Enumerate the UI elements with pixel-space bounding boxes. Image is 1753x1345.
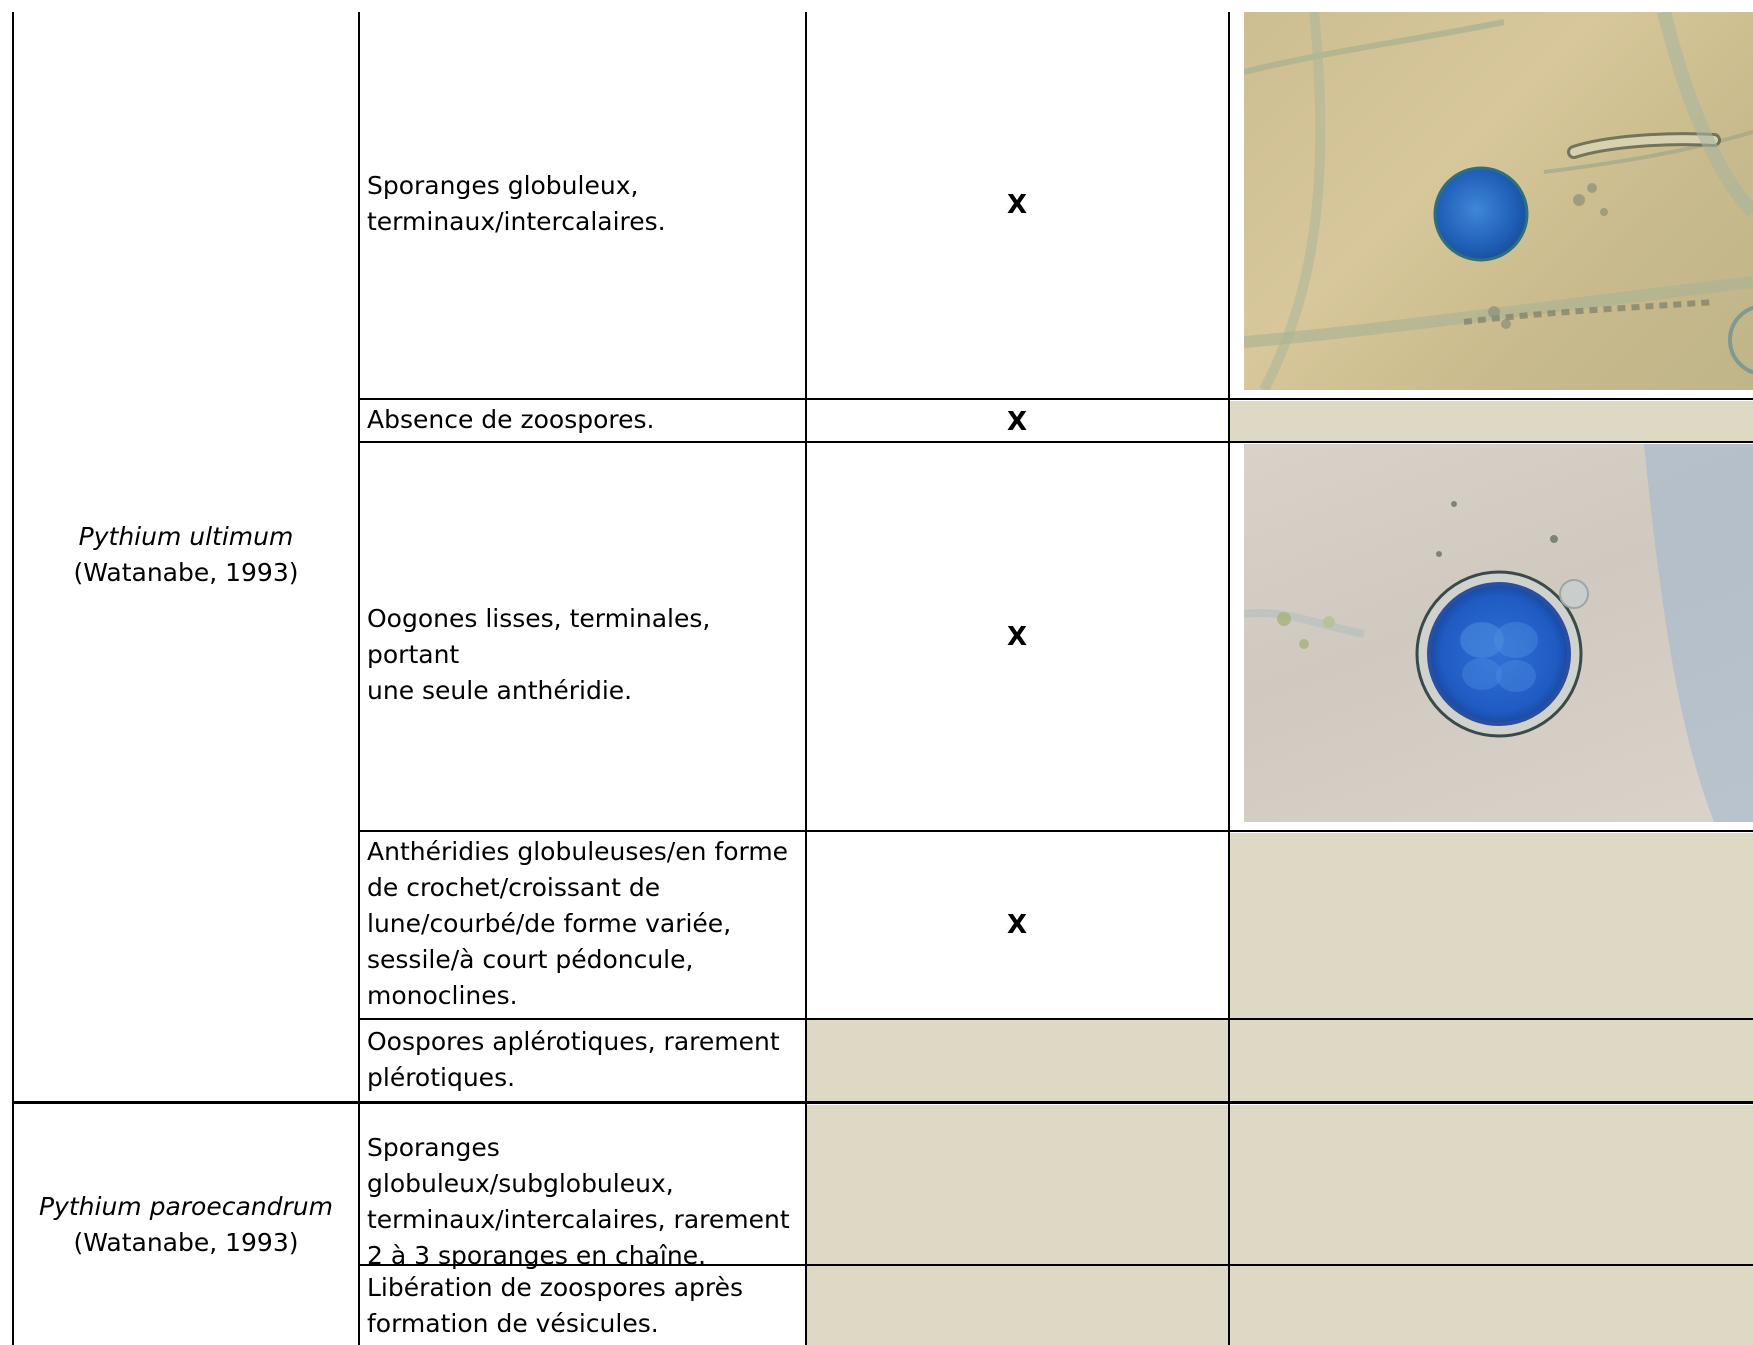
shaded-cell-pu-zoospores-image xyxy=(1230,401,1753,441)
column-divider xyxy=(805,12,807,1345)
shaded-cell-pp-sporanges-image xyxy=(1230,1105,1753,1264)
shaded-cell-pp-zoospores-image xyxy=(1230,1266,1753,1345)
column-divider xyxy=(1228,12,1230,1345)
characteristic-text: Absence de zoospores. xyxy=(367,405,655,434)
row-divider xyxy=(359,441,1753,443)
oogonium-micrograph xyxy=(1244,444,1753,822)
characteristic-text: Anthéridies globuleuses/en forme de crochet/croissant de lune/courbé/de forme variée, sessile/à court pédoncule, monoclines. xyxy=(367,837,789,1010)
shaded-cell-pp-sporanges-mark xyxy=(807,1105,1228,1264)
characteristic-text: Oogones lisses, terminales, portant une seule anthéridie. xyxy=(367,604,711,705)
presence-mark: X xyxy=(1006,910,1028,940)
presence-mark: X xyxy=(1006,190,1028,220)
shaded-cell-pu-oospores-mark xyxy=(807,1020,1228,1102)
species-name: Pythium paroecandrum xyxy=(38,1192,333,1221)
presence-mark: X xyxy=(1006,622,1028,652)
table-left-border xyxy=(12,12,14,1345)
shaded-cell-pp-zoospores-mark xyxy=(807,1266,1228,1345)
species-name: Pythium ultimum xyxy=(78,522,294,551)
shaded-cell-pu-antheridies-image xyxy=(1230,833,1753,1018)
species-pythium-ultimum xyxy=(14,519,358,591)
presence-mark: X xyxy=(1006,407,1028,437)
species-pythium-paroecandrum xyxy=(14,1189,358,1261)
row-divider xyxy=(359,398,1753,400)
characteristic-text: Sporanges globuleux/subglobuleux, terminaux/intercalaires, rarement 2 à 3 sporanges en chaîne. xyxy=(367,1133,790,1270)
sporangium-micrograph xyxy=(1244,12,1753,390)
species-divider xyxy=(12,1101,1753,1104)
column-divider xyxy=(358,12,360,1345)
row-divider xyxy=(359,830,1753,832)
species-reference: (Watanabe, 1993) xyxy=(73,1228,299,1257)
characteristic-text: Sporanges globuleux, terminaux/intercalaires. xyxy=(367,171,666,236)
row-divider xyxy=(359,1018,1753,1020)
shaded-cell-pu-oospores-image xyxy=(1230,1020,1753,1102)
characteristic-text: Libération de zoospores après formation de vésicules. xyxy=(367,1273,744,1338)
species-reference: (Watanabe, 1993) xyxy=(73,558,299,587)
characteristic-text: Oospores aplérotiques, rarement plérotiques. xyxy=(367,1027,780,1092)
